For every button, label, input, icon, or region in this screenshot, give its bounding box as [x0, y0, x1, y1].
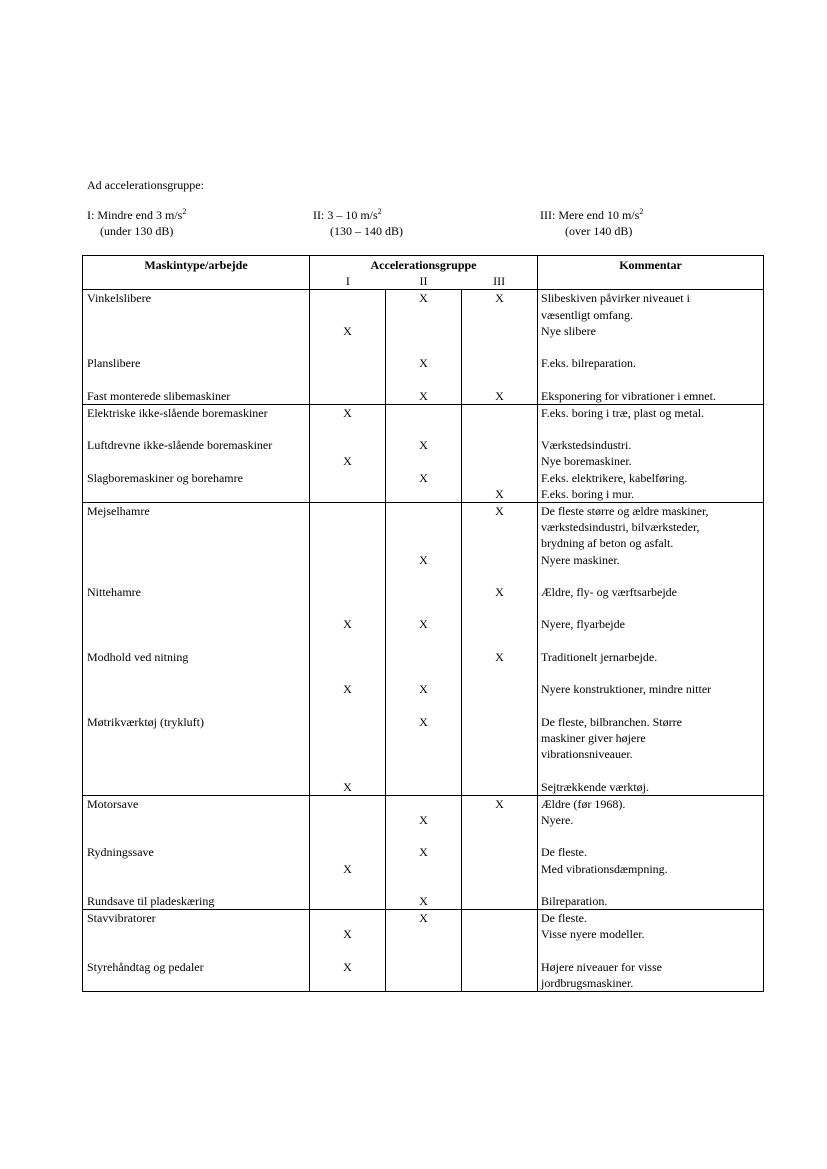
machine-type-cell: Planslibere — [83, 355, 310, 371]
header-machine: Maskintype/arbejde — [83, 256, 310, 290]
group-2-cell: X — [386, 552, 462, 568]
machine-type-cell — [83, 697, 310, 713]
machine-type-cell — [83, 828, 310, 844]
group-3-cell — [462, 323, 538, 339]
group-2-cell: X — [386, 681, 462, 697]
group-2-cell — [386, 323, 462, 339]
machine-type-cell: Rundsave til pladeskæring — [83, 893, 310, 910]
group-1-cell — [310, 746, 386, 762]
comment-cell: Nye slibere — [538, 323, 764, 339]
group-2-cell — [386, 519, 462, 535]
group-1-cell — [310, 600, 386, 616]
group-3-cell: X — [462, 486, 538, 503]
table-row — [83, 861, 764, 877]
group-1-cell — [310, 290, 386, 307]
comment-cell: Nyere maskiner. — [538, 552, 764, 568]
group-3-cell — [462, 307, 538, 323]
group-2-db: (130 – 140 dB) — [330, 224, 403, 238]
group-2-cell — [386, 665, 462, 681]
group-2-cell: X — [386, 844, 462, 860]
machine-type-cell: Møtrikværktøj (trykluft) — [83, 714, 310, 730]
table-row — [83, 730, 764, 746]
group-2-cell: X — [386, 616, 462, 632]
machine-type-cell — [83, 762, 310, 778]
machine-type-cell: Fast monterede slibemaskiner — [83, 388, 310, 405]
header-sub-2: II — [419, 274, 428, 289]
group-2-cell — [386, 421, 462, 437]
group-3-cell — [462, 910, 538, 927]
comment-cell: Traditionelt jernarbejde. — [538, 649, 764, 665]
comment-cell: vibrationsniveauer. — [538, 746, 764, 762]
header-group-title: Accelerationsgruppe — [370, 258, 477, 272]
machine-type-cell — [83, 975, 310, 992]
group-3-cell — [462, 893, 538, 910]
comment-cell: De fleste. — [538, 844, 764, 860]
group-3-cell — [462, 339, 538, 355]
table-row — [83, 421, 764, 437]
group-3-cell — [462, 519, 538, 535]
group-3-range-text: Mere end 10 m/s — [558, 208, 640, 222]
group-2-cell — [386, 600, 462, 616]
group-3-cell — [462, 943, 538, 959]
machine-type-cell: Stavvibratorer — [83, 910, 310, 927]
group-2-cell — [386, 746, 462, 762]
comment-cell: Nyere. — [538, 812, 764, 828]
machine-type-cell — [83, 568, 310, 584]
header-sub-3: III — [493, 274, 506, 289]
group-1-cell — [310, 371, 386, 387]
machine-type-cell — [83, 779, 310, 796]
group-2-cell — [386, 453, 462, 469]
comment-cell: F.eks. bilreparation. — [538, 355, 764, 371]
table-row — [83, 519, 764, 535]
group-2-cell — [386, 535, 462, 551]
comment-cell: væsentligt omfang. — [538, 307, 764, 323]
table-row — [83, 453, 764, 469]
group-2-exponent: 2 — [377, 207, 382, 216]
section-heading: Ad accelerationsgruppe: — [87, 178, 204, 192]
table-row — [83, 568, 764, 584]
machine-type-cell — [83, 926, 310, 942]
comment-cell: Højere niveauer for visse — [538, 959, 764, 975]
machine-type-cell: Rydningssave — [83, 844, 310, 860]
comment-cell: Visse nyere modeller. — [538, 926, 764, 942]
machine-type-cell — [83, 616, 310, 632]
machine-type-cell — [83, 519, 310, 535]
group-2-cell — [386, 975, 462, 992]
machine-type-cell: Modhold ved nitning — [83, 649, 310, 665]
table-row — [83, 910, 764, 927]
group-1-cell — [310, 665, 386, 681]
group-3-cell — [462, 453, 538, 469]
group-3-cell — [462, 844, 538, 860]
group-2-cell — [386, 371, 462, 387]
machine-type-cell — [83, 552, 310, 568]
group-1-cell — [310, 437, 386, 453]
comment-cell: De fleste, bilbranchen. Større — [538, 714, 764, 730]
machine-type-cell — [83, 453, 310, 469]
header-group-sub — [310, 273, 537, 289]
group-2-label: II: — [313, 208, 325, 222]
group-3-cell — [462, 762, 538, 778]
group-3-cell — [462, 877, 538, 893]
group-1-cell — [310, 943, 386, 959]
group-1-cell — [310, 388, 386, 405]
table-row — [83, 503, 764, 520]
group-1-cell — [310, 877, 386, 893]
table-row — [83, 714, 764, 730]
machine-type-cell — [83, 535, 310, 551]
group-2-cell — [386, 486, 462, 503]
group-3-cell — [462, 404, 538, 421]
comment-cell: De fleste større og ældre maskiner, — [538, 503, 764, 520]
table-row — [83, 371, 764, 387]
group-1-db: (under 130 dB) — [100, 224, 174, 238]
comment-cell — [538, 633, 764, 649]
table-row — [83, 959, 764, 975]
comment-cell: Bilreparation. — [538, 893, 764, 910]
comment-cell: Slibeskiven påvirker niveauet i — [538, 290, 764, 307]
group-2-cell — [386, 697, 462, 713]
table-row — [83, 323, 764, 339]
group-3-cell — [462, 535, 538, 551]
group-1-cell: X — [310, 861, 386, 877]
group-2-cell — [386, 339, 462, 355]
table-row — [83, 552, 764, 568]
group-1-cell: X — [310, 453, 386, 469]
machine-type-cell — [83, 665, 310, 681]
group-2-cell — [386, 568, 462, 584]
group-1-cell — [310, 910, 386, 927]
group-3-cell — [462, 861, 538, 877]
vibration-table — [82, 255, 764, 992]
table-row — [83, 584, 764, 600]
table-row — [83, 665, 764, 681]
group-1-exponent: 2 — [182, 207, 187, 216]
table-row — [83, 812, 764, 828]
group-1-label: I: — [87, 208, 95, 222]
group-1-cell: X — [310, 681, 386, 697]
table-row — [83, 307, 764, 323]
group-1-range — [87, 207, 186, 223]
group-3-cell: X — [462, 584, 538, 600]
group-2-cell: X — [386, 290, 462, 307]
comment-cell: brydning af beton og asfalt. — [538, 535, 764, 551]
group-3-cell — [462, 355, 538, 371]
comment-cell — [538, 762, 764, 778]
comment-cell: F.eks. elektrikere, kabelføring. — [538, 470, 764, 486]
table-row — [83, 943, 764, 959]
group-1-range-text: Mindre end 3 m/s — [97, 208, 183, 222]
group-1-cell — [310, 421, 386, 437]
group-1-cell — [310, 730, 386, 746]
group-3-cell — [462, 421, 538, 437]
group-3-cell — [462, 959, 538, 975]
group-3-range — [540, 207, 643, 223]
header-sub-1: I — [345, 274, 350, 289]
group-3-cell: X — [462, 795, 538, 812]
group-3-cell — [462, 600, 538, 616]
group-1-cell — [310, 552, 386, 568]
machine-type-cell — [83, 861, 310, 877]
group-2-cell — [386, 877, 462, 893]
table-row — [83, 649, 764, 665]
group-3-cell — [462, 633, 538, 649]
group-1-cell — [310, 535, 386, 551]
group-1-cell — [310, 470, 386, 486]
group-3-cell — [462, 730, 538, 746]
group-1-cell: X — [310, 926, 386, 942]
group-2-cell: X — [386, 910, 462, 927]
group-1-cell — [310, 503, 386, 520]
comment-cell — [538, 339, 764, 355]
group-2-cell — [386, 861, 462, 877]
group-1-cell — [310, 893, 386, 910]
machine-type-cell: Elektriske ikke-slående boremaskiner — [83, 404, 310, 421]
group-3-cell: X — [462, 503, 538, 520]
table-row — [83, 877, 764, 893]
group-3-cell: X — [462, 290, 538, 307]
group-1-cell — [310, 584, 386, 600]
comment-cell: Ældre (før 1968). — [538, 795, 764, 812]
group-3-cell: X — [462, 388, 538, 405]
machine-type-cell — [83, 877, 310, 893]
group-3-exponent: 2 — [639, 207, 644, 216]
group-2-cell — [386, 649, 462, 665]
machine-type-cell — [83, 746, 310, 762]
table-row — [83, 404, 764, 421]
group-2-cell — [386, 730, 462, 746]
group-2-cell: X — [386, 355, 462, 371]
comment-cell — [538, 665, 764, 681]
comment-cell: Nye boremaskiner. — [538, 453, 764, 469]
table-row — [83, 616, 764, 632]
group-3-db: (over 140 dB) — [565, 224, 633, 238]
group-2-cell: X — [386, 893, 462, 910]
group-1-cell — [310, 844, 386, 860]
table-header-row — [83, 256, 764, 290]
machine-type-cell — [83, 421, 310, 437]
group-3-cell — [462, 371, 538, 387]
table-row — [83, 795, 764, 812]
machine-type-cell — [83, 339, 310, 355]
group-2-cell — [386, 943, 462, 959]
group-1-cell: X — [310, 779, 386, 796]
group-1-cell — [310, 812, 386, 828]
comment-cell: Med vibrationsdæmpning. — [538, 861, 764, 877]
comment-cell — [538, 943, 764, 959]
group-3-cell: X — [462, 649, 538, 665]
group-1-cell — [310, 649, 386, 665]
group-3-cell — [462, 681, 538, 697]
group-1-cell — [310, 307, 386, 323]
comment-cell: De fleste. — [538, 910, 764, 927]
table-row — [83, 779, 764, 796]
group-2-cell — [386, 404, 462, 421]
group-2-cell: X — [386, 437, 462, 453]
group-3-cell — [462, 568, 538, 584]
table-row — [83, 746, 764, 762]
comment-cell: værkstedsindustri, bilværksteder, — [538, 519, 764, 535]
machine-type-cell — [83, 633, 310, 649]
group-1-cell — [310, 355, 386, 371]
group-3-cell — [462, 828, 538, 844]
group-1-cell — [310, 714, 386, 730]
comment-cell: Nyere konstruktioner, mindre nitter — [538, 681, 764, 697]
comment-cell: Værkstedsindustri. — [538, 437, 764, 453]
machine-type-cell — [83, 681, 310, 697]
group-3-cell — [462, 926, 538, 942]
comment-cell — [538, 828, 764, 844]
group-3-label: III: — [540, 208, 556, 222]
machine-type-cell: Mejselhamre — [83, 503, 310, 520]
group-1-cell: X — [310, 616, 386, 632]
table-row — [83, 470, 764, 486]
group-2-cell — [386, 795, 462, 812]
group-1-cell — [310, 828, 386, 844]
group-3-cell — [462, 746, 538, 762]
header-comment: Kommentar — [538, 256, 764, 290]
machine-type-cell — [83, 812, 310, 828]
group-2-cell — [386, 503, 462, 520]
machine-type-cell — [83, 307, 310, 323]
group-2-range — [313, 207, 382, 223]
comment-cell: F.eks. boring i mur. — [538, 486, 764, 503]
comment-cell: Ældre, fly- og værftsarbejde — [538, 584, 764, 600]
group-1-cell: X — [310, 404, 386, 421]
comment-cell — [538, 600, 764, 616]
group-3-cell — [462, 552, 538, 568]
group-1-cell — [310, 568, 386, 584]
group-2-cell — [386, 779, 462, 796]
table-row — [83, 486, 764, 503]
machine-type-cell: Nittehamre — [83, 584, 310, 600]
machine-type-cell — [83, 323, 310, 339]
comment-cell — [538, 697, 764, 713]
table-row — [83, 926, 764, 942]
machine-type-cell — [83, 371, 310, 387]
group-3-cell — [462, 697, 538, 713]
comment-cell: Sejtrækkende værktøj. — [538, 779, 764, 796]
table-row — [83, 762, 764, 778]
machine-type-cell: Vinkelslibere — [83, 290, 310, 307]
comment-cell — [538, 371, 764, 387]
comment-cell: maskiner giver højere — [538, 730, 764, 746]
group-2-cell: X — [386, 388, 462, 405]
table-row — [83, 828, 764, 844]
group-3-cell — [462, 665, 538, 681]
comment-cell: Eksponering for vibrationer i emnet. — [538, 388, 764, 405]
comment-cell — [538, 568, 764, 584]
group-2-cell: X — [386, 470, 462, 486]
group-2-cell — [386, 633, 462, 649]
table-row — [83, 535, 764, 551]
comment-cell: Nyere, flyarbejde — [538, 616, 764, 632]
table-row — [83, 844, 764, 860]
machine-type-cell — [83, 600, 310, 616]
group-1-cell — [310, 762, 386, 778]
group-3-cell — [462, 616, 538, 632]
header-acceleration-group — [310, 256, 538, 290]
group-2-cell — [386, 959, 462, 975]
group-3-cell — [462, 812, 538, 828]
group-3-cell — [462, 437, 538, 453]
table-row — [83, 388, 764, 405]
table-row — [83, 339, 764, 355]
comment-cell — [538, 421, 764, 437]
machine-type-cell: Motorsave — [83, 795, 310, 812]
machine-type-cell: Styrehåndtag og pedaler — [83, 959, 310, 975]
group-1-cell — [310, 697, 386, 713]
group-3-cell — [462, 470, 538, 486]
machine-type-cell: Luftdrevne ikke-slående boremaskiner — [83, 437, 310, 453]
group-2-cell — [386, 828, 462, 844]
machine-type-cell — [83, 943, 310, 959]
group-3-cell — [462, 714, 538, 730]
group-1-cell — [310, 519, 386, 535]
group-2-cell: X — [386, 714, 462, 730]
table-row — [83, 975, 764, 992]
table-body — [83, 290, 764, 992]
table-row — [83, 633, 764, 649]
machine-type-cell — [83, 486, 310, 503]
machine-type-cell — [83, 730, 310, 746]
table-row — [83, 600, 764, 616]
comment-cell — [538, 877, 764, 893]
machine-type-cell: Slagboremaskiner og borehamre — [83, 470, 310, 486]
comment-cell: jordbrugsmaskiner. — [538, 975, 764, 992]
group-2-cell — [386, 584, 462, 600]
group-1-cell — [310, 975, 386, 992]
group-3-cell — [462, 779, 538, 796]
table-row — [83, 355, 764, 371]
group-1-cell — [310, 795, 386, 812]
group-1-cell: X — [310, 323, 386, 339]
group-2-cell — [386, 307, 462, 323]
group-2-range-text: 3 – 10 m/s — [327, 208, 378, 222]
group-3-cell — [462, 975, 538, 992]
group-2-cell — [386, 762, 462, 778]
table-row — [83, 697, 764, 713]
group-1-cell: X — [310, 959, 386, 975]
table-row — [83, 437, 764, 453]
group-1-cell — [310, 339, 386, 355]
group-2-cell: X — [386, 812, 462, 828]
group-1-cell — [310, 486, 386, 503]
table-row — [83, 681, 764, 697]
table-row — [83, 290, 764, 307]
comment-cell: F.eks. boring i træ, plast og metal. — [538, 404, 764, 421]
group-1-cell — [310, 633, 386, 649]
table-row — [83, 893, 764, 910]
group-2-cell — [386, 926, 462, 942]
